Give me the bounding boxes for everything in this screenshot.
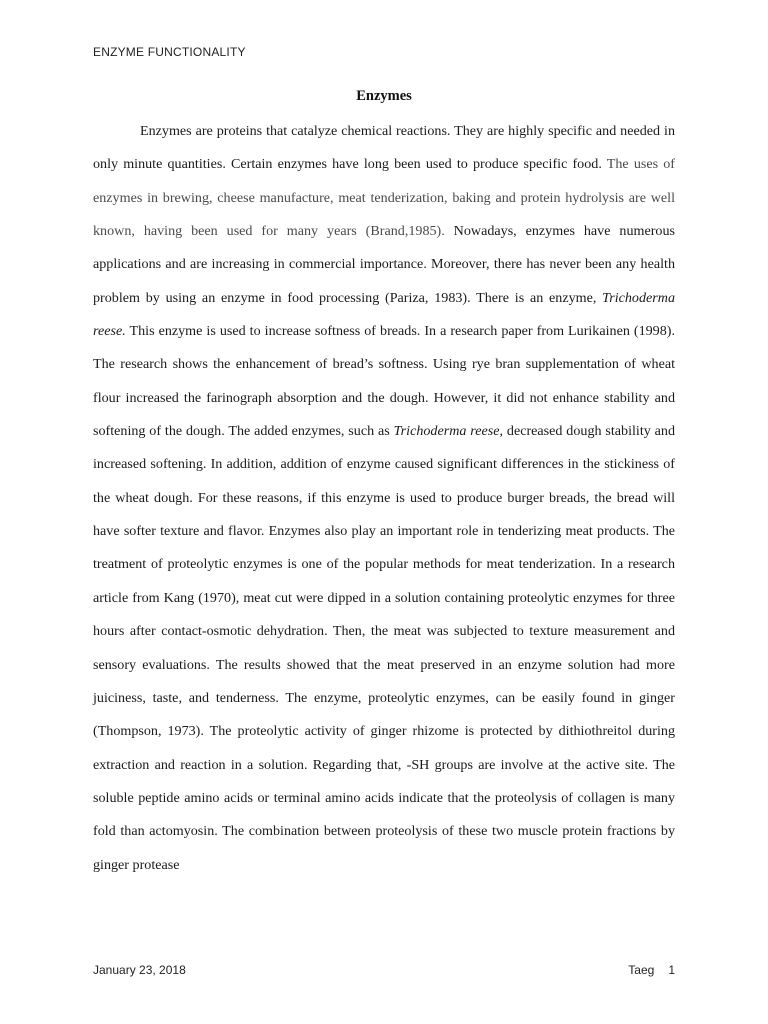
footer-author: Taeg — [628, 963, 655, 977]
document-title: Enzymes — [356, 88, 412, 104]
body-paragraph — [93, 115, 675, 882]
species-name-italic: Trichoderma reese. — [93, 289, 675, 340]
paragraph-text-1: Enzymes are proteins that catalyze chemical reactions. They are highly specific and needed in only minute quantities. Certain enzymes have long been used to produce specific food. — [93, 123, 675, 173]
page-number: 1 — [668, 963, 675, 977]
species-name-italic-2: Trichoderma reese — [393, 423, 500, 440]
footer-date: January 23, 2018 — [93, 963, 186, 977]
paragraph-text-3: Nowadays, enzymes have numerous applications and are increasing in commercial importance. Moreover, there has never been any health problem by using an enzyme in food processing (Pariza, 1983). There is an enzyme, — [93, 223, 675, 306]
footer-author-page — [628, 963, 675, 977]
paragraph-text-2: The uses of enzymes in brewing, cheese manufacture, meat tenderization, baking and protein hydrolysis are well known, having been used for many years (Brand,1985). — [93, 156, 675, 240]
running-head: ENZYME FUNCTIONALITY — [93, 45, 246, 59]
paragraph-text-4: This enzyme is used to increase softness of breads. In a research paper from Lurikainen (1998). The research shows the enhancement of bread’s softness. Using rye bran supplementation of wheat flour increased the farinograph absorption and the dough. However, it did not enhance stability and softening of the dough. The added enzymes, such as — [93, 323, 675, 440]
paragraph-text-5: , decreased dough stability and increased softening. In addition, addition of enzyme caused significant differences in the stickiness of the wheat dough. For these reasons, if this enzyme is used to produce burger breads, the bread will have softer texture and flavor. Enzymes also play an important role in tenderizing meat products. The treatment of proteolytic enzymes is one of the popular methods for meat tenderization. In a research article from Kang (1970), meat cut were dipped in a solution containing proteolytic enzymes for three hours after contact-osmotic dehydration. Then, the meat was subjected to texture measurement and sensory evaluations. The results showed that the meat preserved in an enzyme solution had more juiciness, taste, and tenderness. The enzyme, proteolytic enzymes, can be easily found in ginger (Thompson, 1973). The proteolytic activity of ginger rhizome is protected by dithiothreitol during extraction and reaction in a solution. Regarding that, -SH groups are involve at the active site. The soluble peptide amino acids or terminal amino acids indicate that the proteolysis of collagen is many fold than actomyosin. The combination between proteolysis of these two muscle protein fractions by ginger protease — [93, 423, 676, 873]
